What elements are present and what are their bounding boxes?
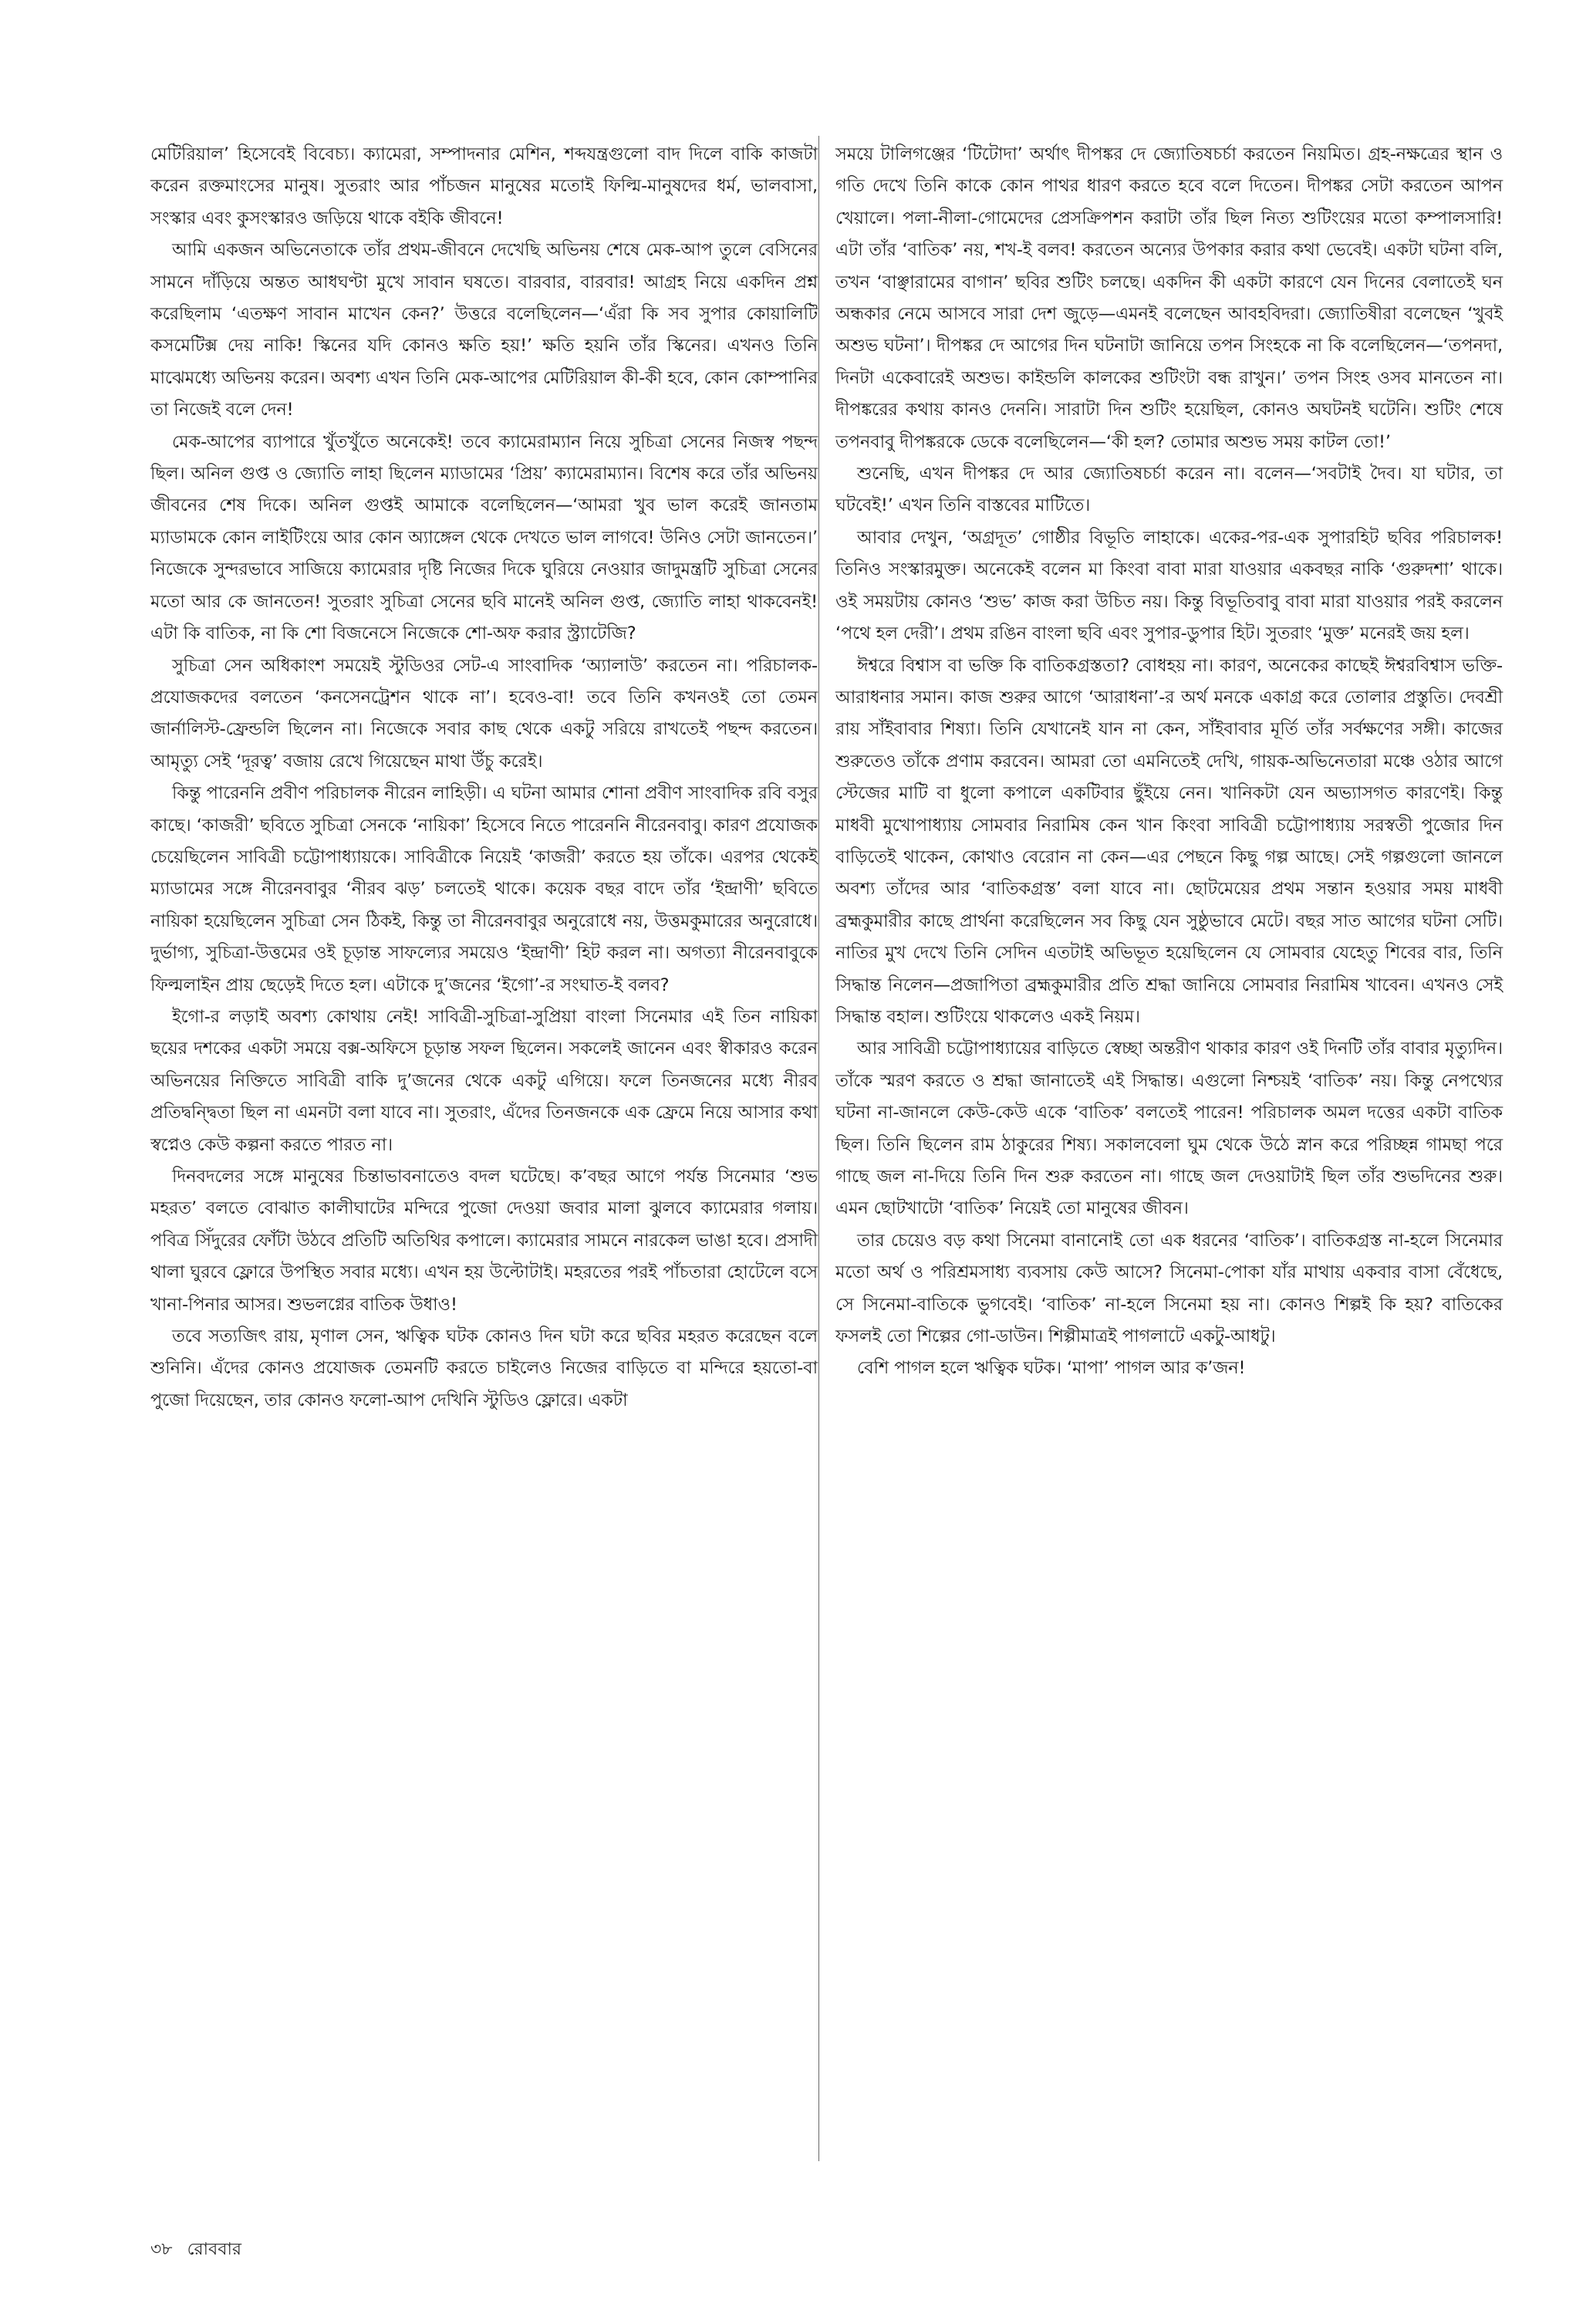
paragraph: ইগো-র লড়াই অবশ্য কোথায় নেই! সাবিত্রী-সুচিত্রা-সুপ্রিয়া বাংলা সিনেমার এই তিন নায়িকা ছয়ের দশকের একটা সময়ে বক্স-অফিসে চূড়ান্ত সফল ছিলেন। সকলেই জানেন এবং স্বীকারও করেন অভিনয়ের নিক্তিতে সাবিত্রী বাকি দু’জনের থেকে একটু এগিয়ে। ফলে তিনজনের মধ্যে নীরব প্রতিদ্বন্দ্বিতা ছিল না এমনটা বলা যাবে না। সুতরাং, এঁদের তিনজনকে এক ফ্রেমে নিয়ে আসার কথা স্বপ্নেও কেউ কল্পনা করতে পারত না। xyxy=(150,1006,818,1155)
paragraph: আবার দেখুন, ‘অগ্রদূত’ গোষ্ঠীর বিভূতি লাহাকে। একের-পর-এক সুপারহিট ছবির পরিচালক! তিনিও সংস্কারমুক্ত। অনেকেই বলেন মা কিংবা বাবা মারা যাওয়ার একবছর নাকি ‘গুরুদশা’ থাকে। ওই সময়টায় কোনও ‘শুভ’ কাজ করা উচিত নয়। কিন্তু বিভূতিবাবু বাবা মারা যাওয়ার পরই করলেন ‘পথে হল দেরী’। প্রথম রঙিন বাংলা ছবি এবং সুপার-ডুপার হিট। সুতরাং ‘মুক্ত’ মনেরই জয় হল। xyxy=(835,527,1503,644)
column-divider xyxy=(818,136,819,2161)
paragraph: সুচিত্রা সেন অধিকাংশ সময়েই স্টুডিওর সেট-এ সাংবাদিক ‘অ্যালাউ’ করতেন না। পরিচালক-প্রযোজকদের বলতেন ‘কনসেনট্রেশন থাকে না’। হবেও-বা! তবে তিনি কখনওই তো তেমন জার্নালিস্ট-ফ্রেন্ডলি ছিলেন না। নিজেকে সবার কাছ থেকে একটু সরিয়ে রাখতেই পছন্দ করতেন। আমৃত্যু সেই ‘দূরত্ব’ বজায় রেখে গিয়েছেন মাথা উঁচু করেই। xyxy=(150,655,818,772)
paragraph: বেশি পাগল হলে ঋত্বিক ঘটক। ‘মাপা’ পাগল আর ক’জন! xyxy=(857,1358,1246,1379)
paragraph: আর সাবিত্রী চট্টোপাধ্যায়ের বাড়িতে স্বেচ্ছা অন্তরীণ থাকার কারণ ওই দিনটি তাঁর বাবার মৃত্যুদিন। তাঁকে স্মরণ করতে ও শ্রদ্ধা জানাতেই এই সিদ্ধান্ত। এগুলো নিশ্চয়ই ‘বাতিক’ নয়। কিন্তু নেপথ্যের ঘটনা না-জানলে কেউ-কেউ একে ‘বাতিক’ বলতেই পারেন! পরিচালক অমল দত্তের একটা বাতিক ছিল। তিনি ছিলেন রাম ঠাকুরের শিষ্য। সকালবেলা ঘুম থেকে উঠে স্নান করে পরিচ্ছন্ন গামছা পরে গাছে জল না-দিয়ে তিনি দিন শুরু করতেন না। গাছে জল দেওয়াটাই ছিল তাঁর শুভদিনের শুরু। এমন ছোটখাটো ‘বাতিক’ নিয়েই তো মানুষের জীবন। xyxy=(835,1039,1503,1219)
paragraph: আমি একজন অভিনেতাকে তাঁর প্রথম-জীবনে দেখেছি অভিনয় শেষে মেক-আপ তুলে বেসিনের সামনে দাঁড়িয়ে অন্তত আধঘণ্টা মুখে সাবান ঘষতে। বারবার, বারবার! আগ্রহ নিয়ে একদিন প্রশ্ন করেছিলাম ‘এতক্ষণ সাবান মাখেন কেন?’ উত্তরে বলেছিলেন—‘এঁরা কি সব সুপার কোয়ালিটি কসমেটিক্স দেয় নাকি! স্কিনের যদি কোনও ক্ষতি হয়!’ ক্ষতি হয়নি তাঁর স্কিনের। এখনও তিনি মাঝেমধ্যে অভিনয় করেন। অবশ্য এখন তিনি মেক-আপের মেটিরিয়াল কী-কী হবে, কোন কোম্পানির তা নিজেই বলে দেন! xyxy=(150,240,818,421)
magazine-name: রোববার xyxy=(187,2240,241,2259)
paragraph: দিনবদলের সঙ্গে মানুষের চিন্তাভাবনাতেও বদল ঘটেছে। ক’বছর আগে পর্যন্ত সিনেমার ‘শুভ মহরত’ বলতে বোঝাত কালীঘাটের মন্দিরে পুজো দেওয়া জবার মালা ঝুলবে ক্যামেরার গলায়। পবিত্র সিঁদুরের ফোঁটা উঠবে প্রতিটি অতিথির কপালে। ক্যামেরার সামনে নারকেল ভাঙা হবে। প্রসাদী থালা ঘুরবে ফ্লোরে উপস্থিত সবার মধ্যে। এখন হয় উল্টোটাই। মহরতের পরই পাঁচতারা হোটেলে বসে খানা-পিনার আসর। শুভলগ্নের বাতিক উধাও! xyxy=(150,1167,818,1315)
paragraph: মেক-আপের ব্যাপারে খুঁতখুঁতে অনেকেই! তবে ক্যামেরাম্যান নিয়ে সুচিত্রা সেনের নিজস্ব পছন্দ ছিল। অনিল গুপ্ত ও জ্যোতি লাহা ছিলেন ম্যাডামের ‘প্রিয়’ ক্যামেরাম্যান। বিশেষ করে তাঁর অভিনয় জীবনের শেষ দিকে। অনিল গুপ্তই আমাকে বলেছিলেন—‘আমরা খুব ভাল করেই জানতাম ম্যাডামকে কোন লাইটিংয়ে আর কোন অ্যাঙ্গেল থেকে দেখতে ভাল লাগবে! উনিও সেটা জানতেন।’ নিজেকে সুন্দরভাবে সাজিয়ে ক্যামেরার দৃষ্টি নিজের দিকে ঘুরিয়ে নেওয়ার জাদুমন্ত্রটি সুচিত্রা সেনের মতো আর কে জানতেন! সুতরাং সুচিত্রা সেনের ছবি মানেই অনিল গুপ্ত, জ্যোতি লাহা থাকবেনই! এটা কি বাতিক, না কি শো বিজনেসে নিজেকে শো-অফ করার স্ট্র্যাটেজি? xyxy=(150,431,818,644)
right-column xyxy=(835,139,1503,1385)
paragraph: শুনেছি, এখন দীপঙ্কর দে আর জ্যোতিষচর্চা করেন না। বলেন—‘সবটাই দৈব। যা ঘটার, তা ঘটবেই!’ এখন তিনি বাস্তবের মাটিতে। xyxy=(835,464,1503,516)
paragraph: মেটিরিয়াল’ হিসেবেই বিবেচ্য। ক্যামেরা, সম্পাদনার মেশিন, শব্দযন্ত্রগুলো বাদ দিলে বাকি কাজটা করেন রক্তমাংসের মানুষ। সুতরাং আর পাঁচজন মানুষের মতোই ফিল্মি-মানুষদের ধর্ম, ভালবাসা, সংস্কার এবং কুসংস্কারও জড়িয়ে থাকে বইকি জীবনে! xyxy=(150,144,818,228)
paragraph: ঈশ্বরে বিশ্বাস বা ভক্তি কি বাতিকগ্রস্ততা? বোধহয় না। কারণ, অনেকের কাছেই ঈশ্বরবিশ্বাস ভক্তি-আরাধনার সমান। কাজ শুরুর আগে ‘আরাধনা’-র অর্থ মনকে একাগ্র করে তোলার প্রস্তুতি। দেবশ্রী রায় সাঁইবাবার শিষ্যা। তিনি যেখানেই যান না কেন, সাঁইবাবার মূর্তি তাঁর সর্বক্ষণের সঙ্গী। কাজের শুরুতেও তাঁকে প্রণাম করবেন। আমরা তো এমনিতেই দেখি, গায়ক-অভিনেতারা মঞ্চে ওঠার আগে স্টেজের মাটি বা ধুলো কপালে একটিবার ছুঁইয়ে নেন। খানিকটা যেন অভ্যাসগত কারণেই। কিন্তু মাধবী মুখোপাধ্যায় সোমবার নিরামিষ কেন খান কিংবা সাবিত্রী চট্টোপাধ্যায় সরস্বতী পুজোর দিন বাড়িতেই থাকেন, কোথাও বেরোন না কেন—এর পেছনে কিছু গল্প আছে। সেই গল্পগুলো জানলে অবশ্য তাঁদের আর ‘বাতিকগ্রস্ত’ বলা যাবে না। ছোটমেয়ের প্রথম সন্তান হওয়ার সময় মাধবী ব্রহ্মকুমারীর কাছে প্রার্থনা করেছিলেন সব কিছু যেন সুষ্ঠুভাবে মেটে। বছর সাত আগের ঘটনা সেটি। নাতির মুখ দেখে তিনি সেদিন এতটাই অভিভূত হয়েছিলেন যে সোমবার যেহেতু শিবের বার, তিনি সিদ্ধান্ত নিলেন—প্রজাপিতা ব্রহ্মকুমারীর প্রতি শ্রদ্ধা জানিয়ে সোমবার নিরামিষ খাবেন। এখনও সেই সিদ্ধান্ত বহাল। শুটিংয়ে থাকলেও একই নিয়ম। xyxy=(835,655,1503,1027)
paragraph: তবে সত্যজিৎ রায়, মৃণাল সেন, ঋত্বিক ঘটক কোনও দিন ঘটা করে ছবির মহরত করেছেন বলে শুনিনি। এঁদের কোনও প্রযোজক তেমনটি করতে চাইলেও নিজের বাড়িতে বা মন্দিরে হয়তো-বা পুজো দিয়েছেন, তার কোনও ফলো-আপ দেখিনি স্টুডিও ফ্লোরে। একটা xyxy=(150,1326,818,1410)
page-number: ৩৮ xyxy=(150,2240,173,2259)
paragraph: সময়ে টালিগঞ্জের ‘টিটোদা’ অর্থাৎ দীপঙ্কর দে জ্যোতিষচর্চা করতেন নিয়মিত। গ্রহ-নক্ষত্রের স্থান ও গতি দেখে তিনি কাকে কোন পাথর ধারণ করতে হবে বলে দিতেন। দীপঙ্কর সেটা করতেন আপন খেয়ালে। পলা-নীলা-গোমেদের প্রেসক্রিপশন করাটা তাঁর ছিল নিত্য শুটিংয়ের মতো কম্পালসারি! এটা তাঁর ‘বাতিক’ নয়, শখ-ই বলব! করতেন অন্যের উপকার করার কথা ভেবেই। একটা ঘটনা বলি, তখন ‘বাঞ্ছারামের বাগান’ ছবির শুটিং চলছে। একদিন কী একটা কারণে যেন দিনের বেলাতেই ঘন অন্ধকার নেমে আসবে সারা দেশ জুড়ে—এমনই বলেছেন আবহবিদরা। জ্যোতিষীরা বলেছেন ‘খুবই অশুভ ঘটনা’। দীপঙ্কর দে আগের দিন ঘটনাটা জানিয়ে তপন সিংহকে না কি বলেছিলেন—‘তপনদা, দিনটা একেবারেই অশুভ। কাইন্ডলি কালকের শুটিংটা বন্ধ রাখুন।’ তপন সিংহ ওসব মানতেন না। দীপঙ্করের কথায় কানও দেননি। সারাটা দিন শুটিং হয়েছিল, কোনও অঘটনই ঘটেনি। শুটিং শেষে তপনবাবু দীপঙ্করকে ডেকে বলেছিলেন—‘কী হল? তোমার অশুভ সময় কাটল তো!’ xyxy=(835,144,1503,452)
paragraph: তার চেয়েও বড় কথা সিনেমা বানানোই তো এক ধরনের ‘বাতিক’। বাতিকগ্রস্ত না-হলে সিনেমার মতো অর্থ ও পরিশ্রমসাধ্য ব্যবসায় কেউ আসে? সিনেমা-পোকা যাঁর মাথায় একবার বাসা বেঁধেছে, সে সিনেমা-বাতিকে ভুগবেই। ‘বাতিক’ না-হলে সিনেমা হয় না। কোনও শিল্পই কি হয়? বাতিকের ফসলই তো শিল্পের গো-ডাউন। শিল্পীমাত্রই পাগলাটে একটু-আধটু। xyxy=(835,1230,1503,1347)
paragraph: কিন্তু পারেননি প্রবীণ পরিচালক নীরেন লাহিড়ী। এ ঘটনা আমার শোনা প্রবীণ সাংবাদিক রবি বসুর কাছে। ‘কাজরী’ ছবিতে সুচিত্রা সেনকে ‘নায়িকা’ হিসেবে নিতে পারেননি নীরেনবাবু। কারণ প্রযোজক চেয়েছিলেন সাবিত্রী চট্টোপাধ্যায়কে। সাবিত্রীকে নিয়েই ‘কাজরী’ করতে হয় তাঁকে। এরপর থেকেই ম্যাডামের সঙ্গে নীরেনবাবুর ‘নীরব ঝড়’ চলতেই থাকে। কয়েক বছর বাদে তাঁর ‘ইন্দ্রাণী’ ছবিতে নায়িকা হয়েছিলেন সুচিত্রা সেন ঠিকই, কিন্তু তা নীরেনবাবুর অনুরোধে নয়, উত্তমকুমারের অনুরোধে। দুর্ভাগ্য, সুচিত্রা-উত্তমের ওই চূড়ান্ত সাফল্যের সময়েও ‘ইন্দ্রাণী’ হিট করল না। অগত্যা নীরেনবাবুকে ফিল্মলাইন প্রায় ছেড়েই দিতে হল। এটাকে দু’জনের ‘ইগো’-র সংঘাত-ই বলব? xyxy=(150,783,818,995)
page-footer xyxy=(150,2236,251,2265)
left-column xyxy=(150,139,818,1417)
